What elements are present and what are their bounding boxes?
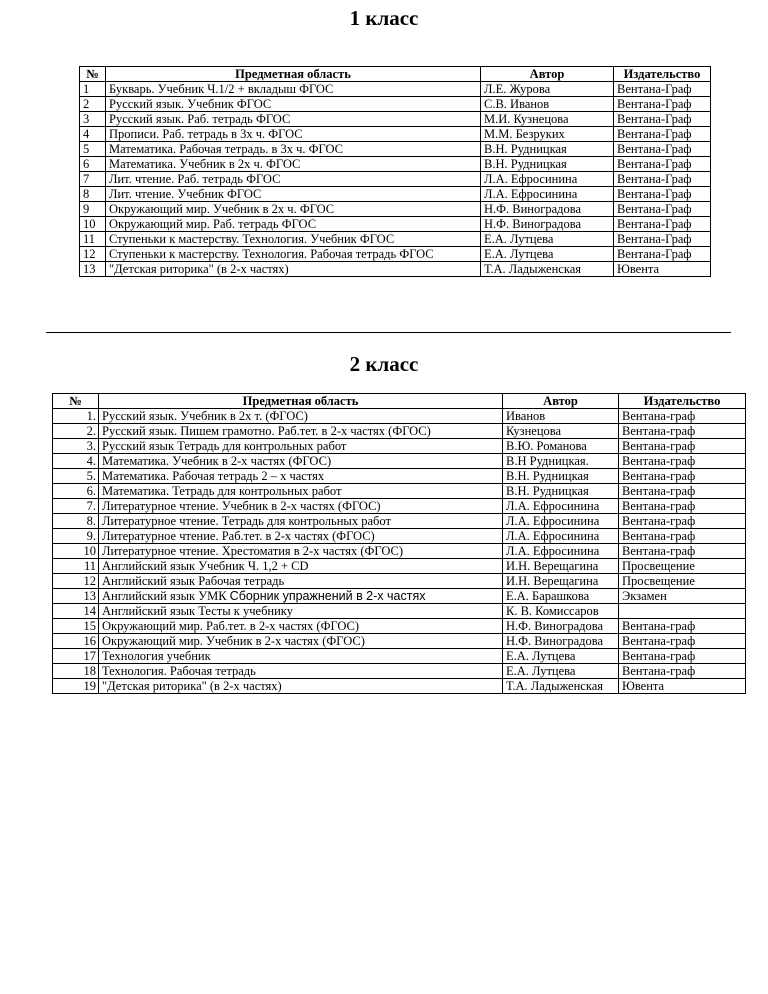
grade-2-book-table <box>52 393 746 694</box>
cell-subject-text: Английский язык УМК <box>102 589 230 603</box>
cell-publisher: Вентана-граф <box>619 634 746 649</box>
cell-number: 3. <box>53 439 99 454</box>
cell-subject: Прописи. Раб. тетрадь в 3х ч. ФГОС <box>106 127 481 142</box>
cell-author: Иванов <box>503 409 619 424</box>
cell-publisher: Вентана-Граф <box>614 112 711 127</box>
cell-subject: Окружающий мир. Учебник в 2-х частях (ФГОС) <box>99 634 503 649</box>
cell-subject: Ступеньки к мастерству. Технология. Учебник ФГОС <box>106 232 481 247</box>
cell-author: Т.А. Ладыженская <box>481 262 614 277</box>
cell-subject: Лит. чтение. Учебник ФГОС <box>106 187 481 202</box>
cell-subject: Лит. чтение. Раб. тетрадь ФГОС <box>106 172 481 187</box>
cell-author: Н.Ф. Виноградова <box>503 634 619 649</box>
col-header-subject: Предметная область <box>99 394 503 409</box>
cell-publisher: Ювента <box>619 679 746 694</box>
table-row <box>80 112 711 127</box>
cell-number: 12 <box>53 574 99 589</box>
cell-author: В.Н. Рудницкая <box>481 157 614 172</box>
cell-publisher: Вентана-граф <box>619 454 746 469</box>
cell-subject: Окружающий мир. Учебник в 2х ч. ФГОС <box>106 202 481 217</box>
cell-subject: Технология учебник <box>99 649 503 664</box>
cell-number: 6. <box>53 484 99 499</box>
cell-author: И.Н. Верещагина <box>503 559 619 574</box>
cell-number: 13 <box>80 262 106 277</box>
cell-number: 2 <box>80 97 106 112</box>
cell-author: В.Н. Рудницкая <box>481 142 614 157</box>
table-row <box>53 484 746 499</box>
cell-subject: Математика. Рабочая тетрадь 2 – х частях <box>99 469 503 484</box>
table-row <box>80 247 711 262</box>
cell-author: Л.А. Ефросинина <box>481 172 614 187</box>
cell-publisher: Вентана-Граф <box>614 127 711 142</box>
cell-subject: Окружающий мир. Раб. тетрадь ФГОС <box>106 217 481 232</box>
cell-author: Е.А. Лутцева <box>481 232 614 247</box>
cell-author: Е.А. Барашкова <box>503 589 619 604</box>
cell-publisher: Вентана-Граф <box>614 97 711 112</box>
col-header-publisher: Издательство <box>619 394 746 409</box>
cell-number: 10 <box>53 544 99 559</box>
cell-subject: "Детская риторика" (в 2-х частях) <box>106 262 481 277</box>
cell-author: Е.А. Лутцева <box>481 247 614 262</box>
cell-publisher: Вентана-граф <box>619 499 746 514</box>
cell-subject <box>99 589 503 604</box>
table-row <box>53 649 746 664</box>
cell-publisher: Вентана-Граф <box>614 217 711 232</box>
cell-subject-sans-suffix: Сборник упражнений в 2-х частях <box>229 589 426 603</box>
cell-number: 1. <box>53 409 99 424</box>
table-row <box>53 574 746 589</box>
cell-number: 4 <box>80 127 106 142</box>
table-row <box>80 187 711 202</box>
cell-number: 8. <box>53 514 99 529</box>
cell-publisher: Вентана-Граф <box>614 172 711 187</box>
cell-publisher: Вентана-граф <box>619 409 746 424</box>
cell-subject: Литературное чтение. Учебник в 2-х частях (ФГОС) <box>99 499 503 514</box>
table-row <box>53 454 746 469</box>
table-row <box>53 514 746 529</box>
cell-publisher: Вентана-Граф <box>614 157 711 172</box>
cell-number: 12 <box>80 247 106 262</box>
cell-subject: Английский язык Рабочая тетрадь <box>99 574 503 589</box>
cell-author: В.Ю. Романова <box>503 439 619 454</box>
cell-number: 7 <box>80 172 106 187</box>
table-row <box>53 589 746 604</box>
cell-number: 8 <box>80 187 106 202</box>
table-row <box>53 679 746 694</box>
table-row <box>80 142 711 157</box>
cell-author: В.Н. Рудницкая <box>503 469 619 484</box>
cell-subject: Английский язык Учебник Ч. 1,2 + CD <box>99 559 503 574</box>
cell-number: 15 <box>53 619 99 634</box>
grade-1-book-table <box>79 66 711 277</box>
cell-publisher: Вентана-Граф <box>614 247 711 262</box>
cell-number: 18 <box>53 664 99 679</box>
cell-publisher: Вентана-Граф <box>614 202 711 217</box>
cell-publisher: Вентана-граф <box>619 649 746 664</box>
cell-number: 2. <box>53 424 99 439</box>
table-row <box>53 424 746 439</box>
table-row <box>53 664 746 679</box>
cell-publisher: Просвещение <box>619 574 746 589</box>
col-header-number: № <box>53 394 99 409</box>
table-row <box>80 97 711 112</box>
table-header-row <box>53 394 746 409</box>
col-header-author: Автор <box>503 394 619 409</box>
cell-author: Л.А. Ефросинина <box>503 499 619 514</box>
col-header-number: № <box>80 67 106 82</box>
cell-subject: Окружающий мир. Раб.тет. в 2-х частях (ФГОС) <box>99 619 503 634</box>
cell-subject: Русский язык. Пишем грамотно. Раб.тет. в 2-х частях (ФГОС) <box>99 424 503 439</box>
cell-publisher: Просвещение <box>619 559 746 574</box>
cell-publisher: Вентана-Граф <box>614 187 711 202</box>
cell-publisher: Экзамен <box>619 589 746 604</box>
table-row <box>53 499 746 514</box>
section-divider <box>46 332 731 333</box>
cell-author: В.Н Рудницкая. <box>503 454 619 469</box>
table-row <box>53 559 746 574</box>
table-row <box>53 529 746 544</box>
cell-author: Л.А. Ефросинина <box>503 529 619 544</box>
table-row <box>80 172 711 187</box>
cell-subject: Литературное чтение. Раб.тет. в 2-х частях (ФГОС) <box>99 529 503 544</box>
cell-subject: Букварь. Учебник Ч.1/2 + вкладыш ФГОС <box>106 82 481 97</box>
table-row <box>53 469 746 484</box>
cell-publisher: Вентана-Граф <box>614 142 711 157</box>
table-row <box>80 202 711 217</box>
cell-author: И.Н. Верещагина <box>503 574 619 589</box>
cell-subject: Технология. Рабочая тетрадь <box>99 664 503 679</box>
cell-author: С.В. Иванов <box>481 97 614 112</box>
cell-subject: Русский язык. Учебник в 2х т. (ФГОС) <box>99 409 503 424</box>
cell-subject: Математика. Учебник в 2-х частях (ФГОС) <box>99 454 503 469</box>
cell-subject: Русский язык Тетрадь для контрольных работ <box>99 439 503 454</box>
cell-subject: Литературное чтение. Тетрадь для контрольных работ <box>99 514 503 529</box>
cell-number: 3 <box>80 112 106 127</box>
cell-number: 7. <box>53 499 99 514</box>
cell-publisher: Вентана-граф <box>619 469 746 484</box>
table-row <box>53 409 746 424</box>
cell-publisher: Вентана-граф <box>619 484 746 499</box>
cell-author: Е.А. Лутцева <box>503 649 619 664</box>
cell-author: В.Н. Рудницкая <box>503 484 619 499</box>
table-row <box>53 439 746 454</box>
cell-publisher: Вентана-Граф <box>614 82 711 97</box>
cell-author: М.М. Безруких <box>481 127 614 142</box>
table-row <box>80 127 711 142</box>
cell-publisher: Вентана-граф <box>619 544 746 559</box>
cell-number: 10 <box>80 217 106 232</box>
cell-subject: Русский язык. Раб. тетрадь ФГОС <box>106 112 481 127</box>
cell-author: Н.Ф. Виноградова <box>481 202 614 217</box>
table-row <box>53 634 746 649</box>
cell-subject: Математика. Учебник в 2х ч. ФГОС <box>106 157 481 172</box>
cell-author: Т.А. Ладыженская <box>503 679 619 694</box>
section-2-title: 2 класс <box>349 352 419 376</box>
table-row <box>53 604 746 619</box>
cell-number: 6 <box>80 157 106 172</box>
cell-subject: "Детская риторика" (в 2-х частях) <box>99 679 503 694</box>
cell-number: 9 <box>80 202 106 217</box>
cell-number: 13 <box>53 589 99 604</box>
cell-subject: Математика. Рабочая тетрадь. в 3х ч. ФГОС <box>106 142 481 157</box>
cell-author: К. В. Комиссаров <box>503 604 619 619</box>
table-row <box>80 217 711 232</box>
cell-number: 4. <box>53 454 99 469</box>
cell-author: М.И. Кузнецова <box>481 112 614 127</box>
cell-number: 19 <box>53 679 99 694</box>
cell-number: 5 <box>80 142 106 157</box>
cell-author: Н.Ф. Виноградова <box>503 619 619 634</box>
table-row <box>53 544 746 559</box>
cell-number: 14 <box>53 604 99 619</box>
cell-author: Кузнецова <box>503 424 619 439</box>
cell-publisher: Вентана-Граф <box>614 232 711 247</box>
cell-number: 5. <box>53 469 99 484</box>
cell-publisher: Вентана-граф <box>619 424 746 439</box>
table-row <box>80 157 711 172</box>
cell-publisher: Вентана-граф <box>619 529 746 544</box>
cell-publisher: Ювента <box>614 262 711 277</box>
cell-subject: Математика. Тетрадь для контрольных работ <box>99 484 503 499</box>
table-row <box>80 232 711 247</box>
cell-author: Л.А. Ефросинина <box>503 514 619 529</box>
col-header-author: Автор <box>481 67 614 82</box>
table-row <box>80 262 711 277</box>
cell-author: Н.Ф. Виноградова <box>481 217 614 232</box>
cell-number: 9. <box>53 529 99 544</box>
cell-publisher <box>619 604 746 619</box>
cell-number: 17 <box>53 649 99 664</box>
col-header-publisher: Издательство <box>614 67 711 82</box>
col-header-subject: Предметная область <box>106 67 481 82</box>
section-1-title: 1 класс <box>349 6 419 30</box>
cell-publisher: Вентана-граф <box>619 514 746 529</box>
cell-number: 11 <box>53 559 99 574</box>
cell-number: 1 <box>80 82 106 97</box>
table-row <box>80 82 711 97</box>
cell-subject: Литературное чтение. Хрестоматия в 2-х частях (ФГОС) <box>99 544 503 559</box>
cell-subject: Английский язык Тесты к учебнику <box>99 604 503 619</box>
cell-author: Е.А. Лутцева <box>503 664 619 679</box>
cell-author: Л.Е. Журова <box>481 82 614 97</box>
cell-author: Л.А. Ефросинина <box>503 544 619 559</box>
cell-publisher: Вентана-граф <box>619 619 746 634</box>
cell-number: 11 <box>80 232 106 247</box>
cell-author: Л.А. Ефросинина <box>481 187 614 202</box>
cell-publisher: Вентана-граф <box>619 439 746 454</box>
cell-subject: Русский язык. Учебник ФГОС <box>106 97 481 112</box>
table-row <box>53 619 746 634</box>
cell-publisher: Вентана-граф <box>619 664 746 679</box>
cell-subject: Ступеньки к мастерству. Технология. Рабочая тетрадь ФГОС <box>106 247 481 262</box>
cell-number: 16 <box>53 634 99 649</box>
table-header-row <box>80 67 711 82</box>
